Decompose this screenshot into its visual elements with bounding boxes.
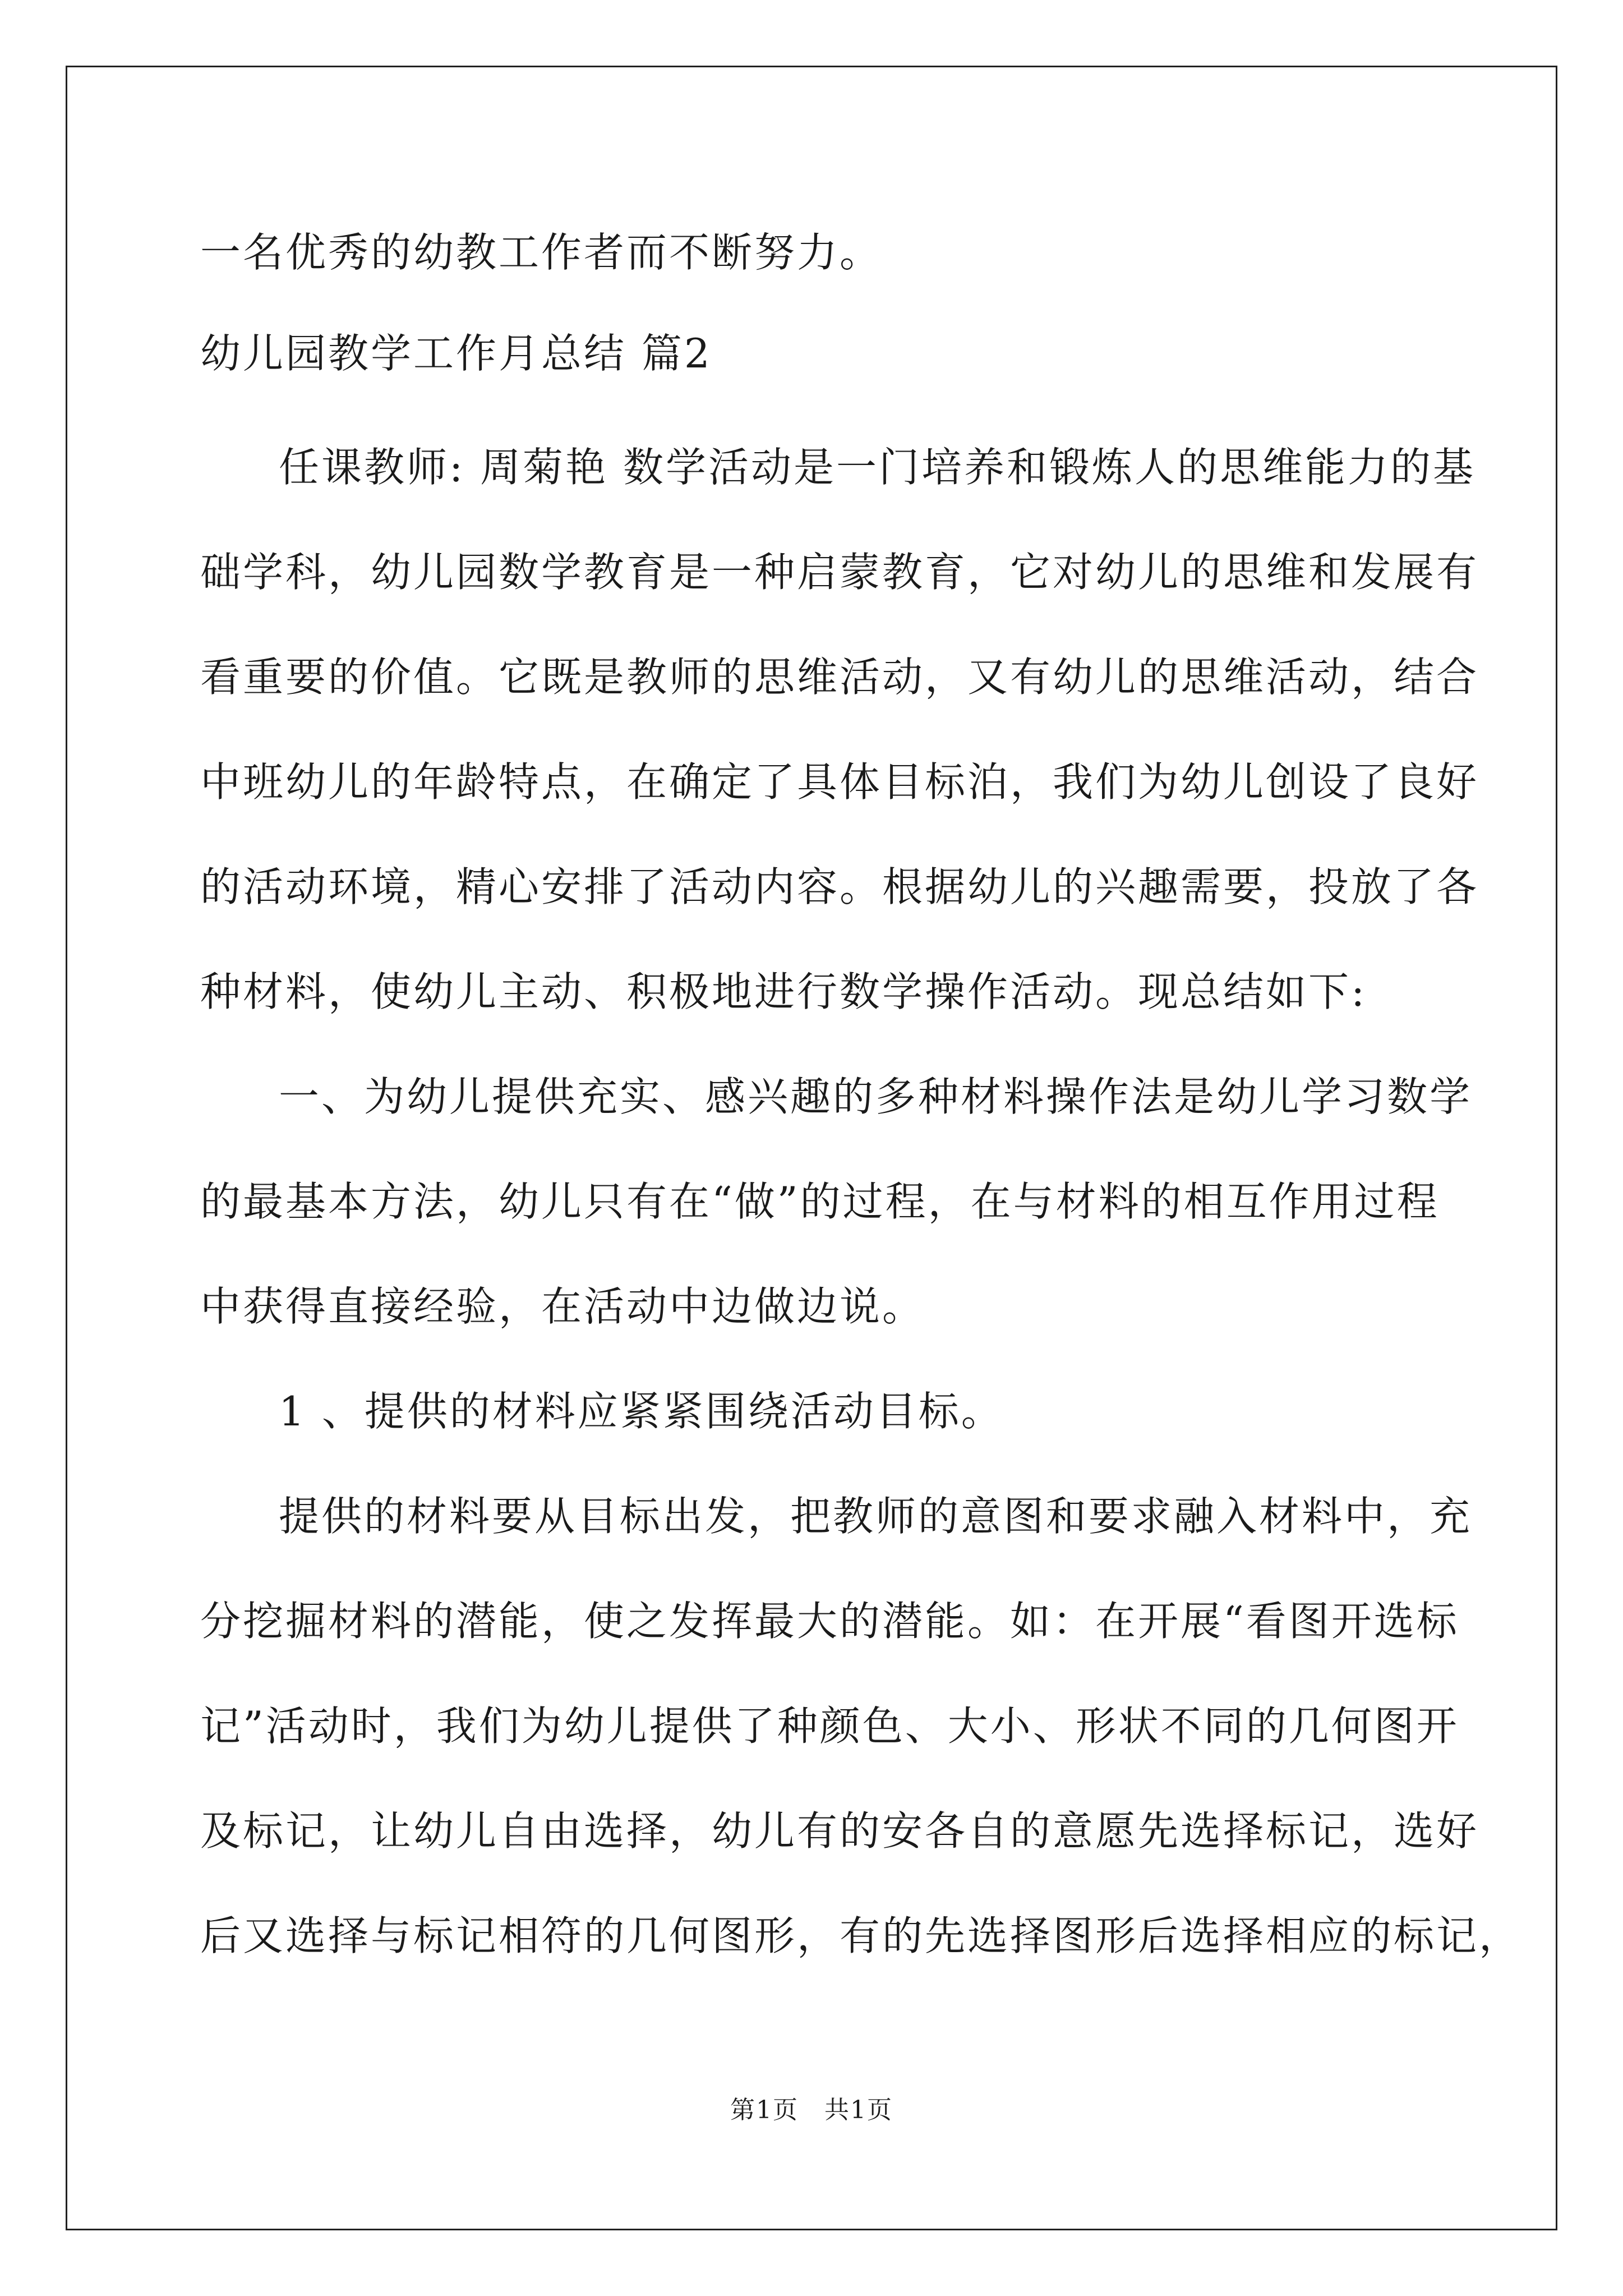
text-line: 1 、提供的材料应紧紧围绕活动目标。 [279, 1388, 1004, 1435]
text-line: 记”活动时，我们为幼儿提供了种颜色、大小、形状不同的几何图开 [200, 1703, 1459, 1750]
text-line: 中获得直接经验，在活动中边做边说。 [200, 1283, 925, 1330]
section-heading: 幼儿园教学工作月总结 篇2 [200, 330, 712, 377]
text-line: 提供的材料要从目标出发，把教师的意图和要求融入材料中，充 [279, 1493, 1473, 1540]
text-line: 分挖掘材料的潜能，使之发挥最大的潜能。如：在开展“看图开选标 [200, 1598, 1459, 1645]
text-line: 一名优秀的幼教工作者而不断努力。 [200, 229, 883, 276]
page-footer: 第1页 共1页 [730, 2096, 893, 2124]
text-line: 看重要的价值。它既是教师的思维活动，又有幼儿的思维活动，结合 [200, 654, 1479, 701]
text-line: 后又选择与标记相符的几何图形，有的先选择图形后选择相应的标记， [200, 1912, 1522, 1959]
text-line: 及标记，让幼儿自由选择，幼儿有的安各自的意愿先选择标记，选好 [200, 1807, 1479, 1855]
text-line: 础学科，幼儿园数学教育是一种启蒙教育，它对幼儿的思维和发展有 [200, 549, 1479, 596]
page-frame [66, 66, 1557, 2230]
text-line: 种材料，使幼儿主动、积极地进行数学操作活动。现总结如下: [200, 968, 1367, 1015]
text-line: 的最基本方法，幼儿只有在“做”的过程，在与材料的相互作用过程 [200, 1178, 1440, 1225]
text-line: 一、为幼儿提供充实、感兴趣的多种材料操作法是幼儿学习数学 [279, 1073, 1473, 1120]
text-line: 的活动环境，精心安排了活动内容。根据幼儿的兴趣需要，投放了各 [200, 863, 1479, 910]
text-line: 中班幼儿的年龄特点，在确定了具体目标泊，我们为幼儿创设了良好 [200, 758, 1479, 806]
text-line: 任课教师: 周菊艳 数学活动是一门培养和锻炼人的思维能力的基 [279, 444, 1476, 491]
